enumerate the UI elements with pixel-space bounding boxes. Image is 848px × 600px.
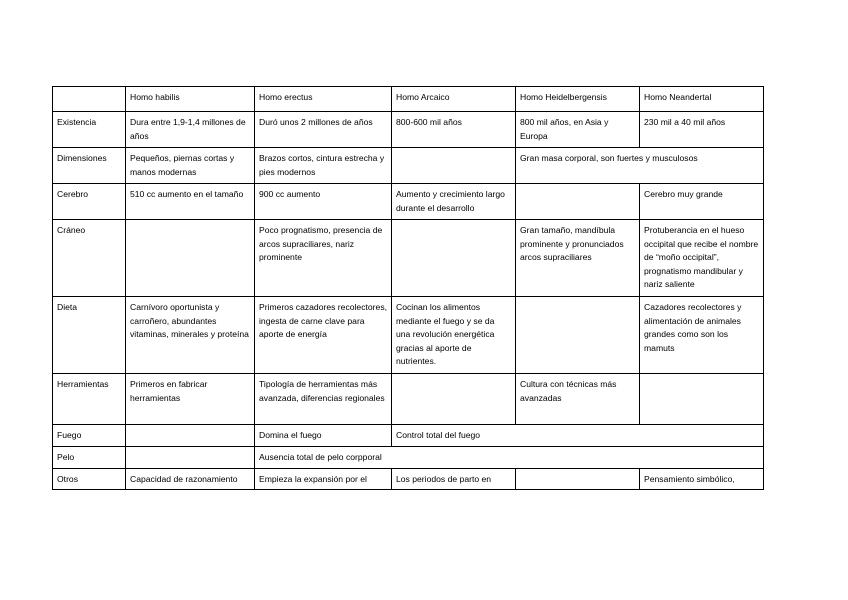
table-row-craneo xyxy=(53,220,764,297)
cell-text: Capacidad de razonamiento xyxy=(130,474,238,484)
table-cell xyxy=(126,447,255,469)
table-cell xyxy=(640,374,764,425)
header-cell-heidelbergensis: Homo Heidelbergensis xyxy=(516,87,640,112)
header-cell-habilis: Homo habilis xyxy=(126,87,255,112)
table-cell: Carnívoro oportunista y carroñero, abundantes vitaminas, minerales y proteína xyxy=(126,297,255,374)
table-cell: Brazos cortos, cintura estrecha y pies modernos xyxy=(255,148,392,184)
table-cell: Primeros en fabricar herramientas xyxy=(126,374,255,425)
table-cell: 510 cc aumento en el tamaño xyxy=(126,184,255,220)
header-cell-arcaico: Homo Arcaico xyxy=(392,87,516,112)
table-row-cerebro xyxy=(53,184,764,220)
table-cell-merged: Control total del fuego xyxy=(392,425,764,447)
table-cell-merged: Gran masa corporal, son fuertes y musculosos xyxy=(516,148,764,184)
row-label: Cerebro xyxy=(53,184,126,220)
table-cell xyxy=(516,469,640,490)
row-label: Dimensiones xyxy=(53,148,126,184)
row-label: Herramientas xyxy=(53,374,126,425)
row-label: Existencia xyxy=(53,112,126,148)
table-cell xyxy=(126,220,255,297)
table-cell: Protuberancia en el hueso occipital que recibe el nombre de “moño occipital”, prognatismo mandibular y nariz saliente xyxy=(640,220,764,297)
table-cell: Poco prognatismo, presencia de arcos supraciliares, nariz prominente xyxy=(255,220,392,297)
table-cell xyxy=(392,148,516,184)
header-cell-erectus: Homo erectus xyxy=(255,87,392,112)
table-cell xyxy=(255,469,392,490)
table-cell xyxy=(392,469,516,490)
cell-text: Empieza la expansión por el xyxy=(259,474,367,484)
table-row-existencia xyxy=(53,112,764,148)
table-cell: Cultura con técnicas más avanzadas xyxy=(516,374,640,425)
table-cell-merged: Ausencia total de pelo corpporal xyxy=(255,447,764,469)
table-cell: 900 cc aumento xyxy=(255,184,392,220)
table-cell xyxy=(126,469,255,490)
table-row-dieta xyxy=(53,297,764,374)
table-cell: Tipología de herramientas más avanzada, diferencias regionales xyxy=(255,374,392,425)
table-row-otros xyxy=(53,469,764,490)
table-header-row xyxy=(53,87,764,112)
table-cell xyxy=(640,469,764,490)
table-cell xyxy=(126,425,255,447)
table-cell: Duró unos 2 millones de años xyxy=(255,112,392,148)
hominid-comparison-table xyxy=(52,86,764,490)
row-label: Fuego xyxy=(53,425,126,447)
table-cell: Cerebro muy grande xyxy=(640,184,764,220)
table-cell: Pequeños, piernas cortas y manos modernas xyxy=(126,148,255,184)
table-cell: Cocinan los alimentos mediante el fuego y se da una revolución energética gracias al aporte de nutrientes. xyxy=(392,297,516,374)
table-cell: 800-600 mil años xyxy=(392,112,516,148)
table-cell: Primeros cazadores recolectores, ingesta de carne clave para aporte de energía xyxy=(255,297,392,374)
header-cell-neandertal: Homo Neandertal xyxy=(640,87,764,112)
table-cell: Dura entre 1,9-1,4 millones de años xyxy=(126,112,255,148)
row-label-text: Otros xyxy=(57,474,79,484)
table-row-dimensiones xyxy=(53,148,764,184)
cell-text: Pensamiento simbólico, xyxy=(644,474,735,484)
table-row-pelo xyxy=(53,447,764,469)
row-label xyxy=(53,469,126,490)
table-cell: Aumento y crecimiento largo durante el desarrollo xyxy=(392,184,516,220)
table-row-herramientas xyxy=(53,374,764,425)
table-cell xyxy=(516,184,640,220)
header-cell-empty xyxy=(53,87,126,112)
table-cell: 230 mil a 40 mil años xyxy=(640,112,764,148)
table-cell: Gran tamaño, mandíbula prominente y pronunciados arcos supraciliares xyxy=(516,220,640,297)
row-label: Dieta xyxy=(53,297,126,374)
row-label: Pelo xyxy=(53,447,126,469)
table-cell xyxy=(392,374,516,425)
table-cell: 800 mil años, en Asia y Europa xyxy=(516,112,640,148)
table-cell: Cazadores recolectores y alimentación de animales grandes como son los mamuts xyxy=(640,297,764,374)
table-cell xyxy=(392,220,516,297)
row-label: Cráneo xyxy=(53,220,126,297)
cell-text: Los periodos de parto en xyxy=(396,474,492,484)
table-cell: Domina el fuego xyxy=(255,425,392,447)
table-row-fuego xyxy=(53,425,764,447)
table-cell xyxy=(516,297,640,374)
